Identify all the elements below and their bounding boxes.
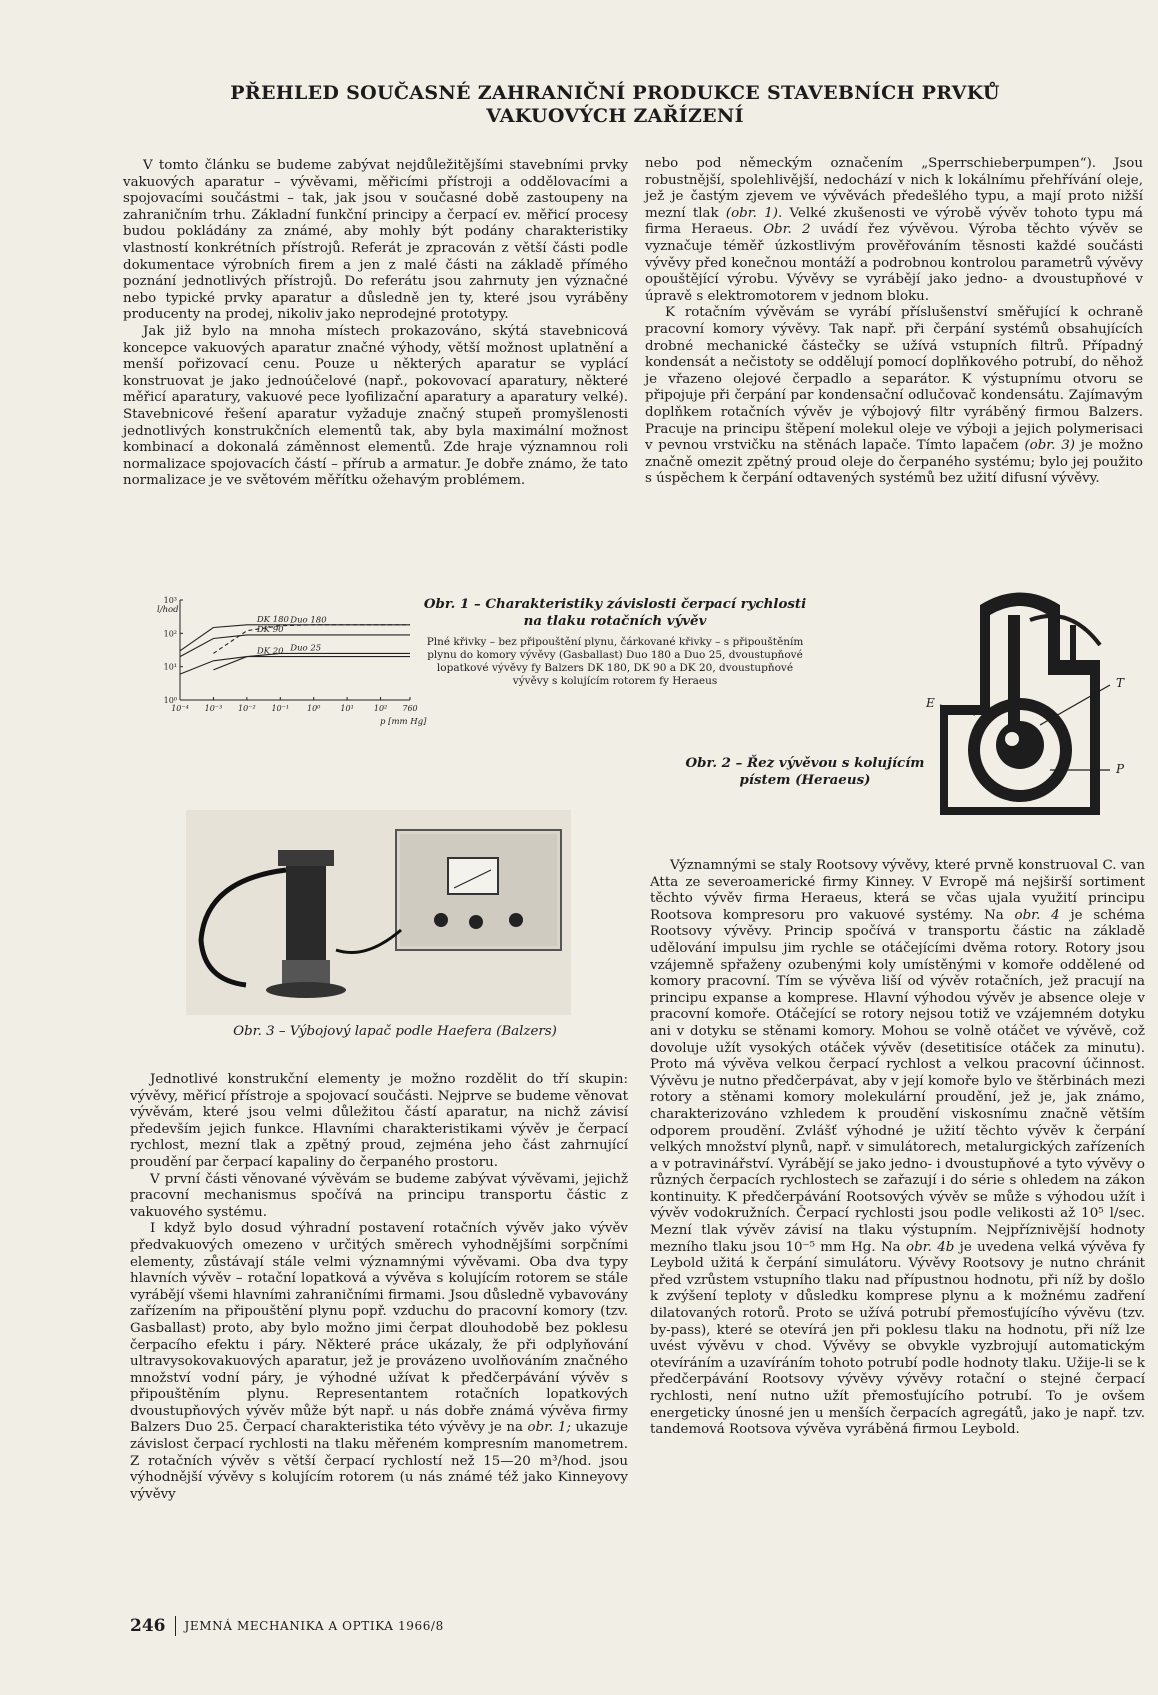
text-run: K rotačním vývěvám se vyrábí příslušenství směřující k ochraně pracovní komory vývěvy. Tak např. při čerpání systémů obsahujících drobné mechanické částečky se užívá vstupních filtrů. Případný kondensát a nečistoty se oddělují pomocí doplňkového potrubí, do něhož je vřazeno olejové čerpadlo a separátor. K výstupnímu otvoru se připojuje při čerpání par kondensační odlučovač kondensátu. Zajímavým doplňkem rotačních vývěv je výbojový filtr vyráběný firmou Balzers. Pracuje na principu štěpení molekul oleje ve výboji a jejich polymerisaci v pevnou vrstvičku na stěnách lapače. Tímto lapačem xyxy=(645,305,1143,454)
y-axis-label: l/hod xyxy=(157,605,179,615)
paragraph xyxy=(645,156,1143,305)
paragraph xyxy=(650,858,1145,1439)
page-footer xyxy=(130,1616,444,1636)
series-label: Duo 180 xyxy=(290,615,327,626)
series-label: DK 180 xyxy=(256,614,289,625)
figure-2-label-e: E xyxy=(926,696,935,710)
figure-reference: obr. 4 xyxy=(1014,907,1060,923)
figure-reference: (obr. 3) xyxy=(1024,438,1075,454)
x-tick-label: 10⁰ xyxy=(307,704,321,713)
chart-series-group xyxy=(180,615,410,674)
y-tick-label: 10² xyxy=(163,629,177,639)
paragraph: Jednotlivé konstrukční elementy je možno rozdělit do tří skupin: vývěvy, měřicí přístroje a spojovací součásti. Nejprve se budeme věnovat vývěvám, které jsou velmi důležitou částí aparatur, na nichž závisí především jejich funkce. Hlavními charakteristikami vývěv je čerpací rychlost, mezní tlak a zpětný proud, zejména jeho část zahrnující proudění par čerpací kapaliny do čerpaného prostoru. xyxy=(130,1072,628,1170)
figure-3-photo xyxy=(186,810,571,1015)
figure-1-caption-text: Plné křivky – bez připouštění plynu, čárkované křivky – s připouštěním plynu do komory vývěvy (Gasballast) Duo 180 a Duo 25, dvoustupňové lopatkové vývěvy fy Balzers DK 180, DK 90 a DK 20, dvoustupňové vývěvy s kolujícím rotorem fy Heraeus xyxy=(426,636,804,687)
text-run: I když bylo dosud výhradní postavení rotačních vývěv jako vývěv předvakuových omezeno v určitých směrech vyhodnějšími sorpčními elementy, zůstávají stále velmi významnými vývěvami. Oba dva typy hlavních vývěv – rotační lopatková a vývěva s kolujícím rotorem se stále vyrábějí všemi hlavními zahraničními firmami. Jsou důsledně vybavovány zařízením na připouštění plynu popř. vzduchu do pracovní komory (tzv. Gasballast) proto, aby bylo možno jimi čerpat dlouhodobě bez poklesu čerpacího efektu i páry. Některé práce ukázaly, že při odplyňování ultravysokovakuových aparatur, jež je provázeno uvolňováním značného množství vodní páry, je výhodné užívat k předčerpávání vývěv s připouštěním plynu. Representantem rotačních lopatkových dvoustupňových vývěv může být např. u nás dobře známá vývěva firmy Balzers Duo 25. Čerpací charakteristika této vývěvy je na xyxy=(130,1221,628,1436)
paragraph: V první části věnované vývěvám se budeme zabývat vývěvami, jejichž pracovní mechanismus spočívá na principu transportu částic z vakuového systému. xyxy=(130,1171,628,1220)
figure-2-label-t: T xyxy=(1116,676,1125,690)
paragraph: V tomto článku se budeme zabývat nejdůležitějšími stavebními prvky vakuových aparatur – vývěvami, měřicími přístroji a oddělovacími a spojovacími součástmi – tak, jak jsou v současné době zastoupeny na zahraničním trhu. Základní funkční principy a čerpací ev. měřicí procesy budou pokládány za známé, aby mohly být podány charakteristiky vlastností konkrétních přístrojů. Referát je zpracován z větší části podle dokumentace výrobních firem a jen z malé části na základě přímého poznání jednotlivých přístrojů. Do referátu jsou zahrnuty jen význačné nebo typické prvky aparatur a důsledně jen ty, které jsou vyráběny producenty na prodej, nikoliv jako neprodejné prototypy. xyxy=(123,158,628,323)
figure-reference: obr. 1; xyxy=(527,1420,571,1436)
title-line-2: VAKUOVÝCH ZAŘÍZENÍ xyxy=(486,105,744,127)
x-tick-label: 10⁻⁴ xyxy=(171,704,189,713)
figure-1-caption xyxy=(420,596,810,688)
pump-body-drawing xyxy=(940,593,1110,816)
figure-reference: (obr. 1) xyxy=(725,205,778,221)
journal-name: JEMNÁ MECHANIKA A OPTIKA 1966/8 xyxy=(184,1619,444,1633)
text-run: je schéma Rootsovy vývěvy. Princip spočívá v transportu částic na základě udělování impulsu jim rychle se otáčejícími dvěma rotory. Rotory jsou vzájemně spřaženy ozubenými koly umístěnými v komoře oddělené od komory pracovní. Tím se vývěva liší od vývěv rotačních, jež pracují na principu expanse a komprese. Hlavní výhodou vývěv je absence oleje v pracovní komoře. Otáčející se rotory nejsou totiž ve vzájemném dotyku ani v dotyku se stěnami komory. Mohou se volně otáčet ve vývěvě, což dovoluje užít vysokých otáček vývěv (desetitisíce otáček za minutu). Proto má vývěva velkou čerpací rychlost a velkou pracovní účinnost. Vývěvu je nutno předčerpávat, aby v její komoře bylo ve štěrbinách mezi rotory a stěnami komory molekulární proudění, jež je, jak známo, charakterizováno vzhledem k proudění viskosnímu značně větším odporem proudění. Zvlášť výhodné je užití těchto vývěv k čerpání velkých množství plynů, např. v simulátorech, metalurgických zařízeních a v potravinářství. Vyrábějí se jako jedno- i dvoustupňové a tyto vývěvy o různých čerpacích rychlostech se zařazují i do série s ohledem na zákon kontinuity. K předčerpávání Rootsových vývěv se může s výhodou užít i vývěv vodokružních. Čerpací rychlosti jsou podle velikosti až 10⁵ l/sec. Mezní tlak vývěv závisí na tlaku výstupním. Nejpříznivější hodnoty mezního tlaku jsou 10⁻⁵ mm Hg. Na xyxy=(650,907,1145,1255)
column-left-bottom xyxy=(130,1072,628,1503)
figure-2-caption: Obr. 2 – Řez vývěvou s kolujícím pístem (Heraeus) xyxy=(685,755,925,788)
figure-1-caption-title: Obr. 1 – Charakteristiky závislosti čerpací rychlosti na tlaku rotačních vývěv xyxy=(423,596,807,629)
figure-1-chart xyxy=(155,590,455,740)
text-run: nebo pod německým označením „Sperrschieberpumpen“). Jsou robustnější, spolehlivější, nedochází v nich k lokálnímu přehřívání oleje, jež je častým zjevem ve vývěvách předešlého typu, a mají proto nižší mezní tlak xyxy=(645,156,1143,221)
x-axis-label: p [mm Hg] xyxy=(380,717,427,727)
chart-ticks xyxy=(164,596,418,713)
chart-series-line xyxy=(213,653,410,670)
figure-3-caption: Obr. 3 – Výbojový lapač podle Haefera (Balzers) xyxy=(233,1024,557,1039)
text-run: je uvedena velká vývěva fy Leybold užitá k čerpání simulátoru. Vývěvy Rootsovy je nutno chránit před vzrůstem vstupního tlaku nad přípustnou hodnotu, při níž by došlo k zvýšení teploty v důsledku komprese plynu a k možnému zadření dilatovaných rotorů. Proto se užívá potrubí přemosťujícího vývěvu (tzv. by-pass), které se otevírá jen při poklesu tlaku na hodnotu, při níž lze uvést vývěvu v chod. Vývěvy se obvykle vyzbrojují automatickým otevíráním a uzavíráním tohoto potrubí podle hodnoty tlaku. Užije-li se k předčerpávání Rootsovy vývěvy vývěvy rotační o stejné čerpací rychlosti, není nutno užít přemosťujícího potrubí. To je ovšem energeticky únosné jen u menších čerpacích agregátů, jako je např. tzv. tandemová Rootsova vývěva vyráběná firmou Leybold. xyxy=(650,1239,1145,1438)
paragraph xyxy=(130,1221,628,1503)
x-tick-label: 10⁻² xyxy=(238,704,256,713)
figure-2-pump-cross-section xyxy=(920,585,1130,830)
series-label: Duo 25 xyxy=(290,643,322,654)
article-title xyxy=(190,82,1040,128)
chart-series-line xyxy=(180,657,410,675)
y-tick-label: 10⁰ xyxy=(163,696,177,705)
text-run: . Velké zkušenosti ve výrobě vývěv tohoto typu má firma Heraeus. xyxy=(645,205,1144,238)
text-run: ukazuje závislost čerpací rychlosti na tlaku měřeném kompresním manometrem. Z rotačních vývěv s větší čerpací rychlostí než 15—20 m³/hod. jsou výhodnější vývěvy s kolujícím rotorem (u nás známé též jako Kinneyovy vývěvy xyxy=(130,1420,628,1502)
column-right-top xyxy=(645,156,1143,488)
figure-2-label-p: P xyxy=(1116,762,1125,776)
column-right-bottom xyxy=(650,858,1145,1439)
text-run: Významnými se staly Rootsovy vývěvy, které prvně konstruoval C. van Atta ze severoamerické firmy Kinney. V Evropě má nejširší sortiment těchto vývěv firma Heraeus, která se včas ujala využití principu Rootsova kompresoru pro vakuové systémy. Na xyxy=(650,858,1145,923)
footer-divider xyxy=(175,1616,176,1636)
series-label: DK 90 xyxy=(256,624,284,635)
column-left-top xyxy=(123,158,628,490)
figure-reference: obr. 4b xyxy=(906,1239,955,1255)
figure-reference: Obr. 2 xyxy=(763,222,811,238)
x-tick-label: 10¹ xyxy=(340,704,354,713)
y-tick-label: 10¹ xyxy=(163,662,177,672)
y-tick-label: 10³ xyxy=(163,596,177,605)
page-number: 246 xyxy=(130,1616,166,1636)
series-label: DK 20 xyxy=(256,646,284,657)
x-tick-label: 10² xyxy=(373,704,388,713)
x-tick-label: 10⁻³ xyxy=(204,704,223,713)
x-tick-label: 760 xyxy=(402,704,418,713)
text-run: uvádí řez vývěvou. Výroba těchto vývěv se vyznačuje téměř úzkostlivým prověřováním těsnosti každé součásti vývěvy před konečnou montáží a podrobnou kontrolou parametrů vývěvy opouštějící výrobu. Vývěvy se vyrábějí jako jedno- a dvoustupňové v úpravě s elektromotorem v jednom bloku. xyxy=(645,222,1143,304)
paragraph: Jak již bylo na mnoha místech prokazováno, skýtá stavebnicová koncepce vakuových aparatur značné výhody, větší možnost uplatnění a menší pořizovací cenu. Pouze u některých aparatur se vyplácí konstruovat je jako jednoúčelové (např., pokovovací aparatury, některé měřicí aparatury, vakuové pece lyofilizační aparatury a aparatury velké). Stavebnicové řešení aparatur vyžaduje značný stupeň promyšlenosti jednotlivých konstrukčních elementů tak, aby byla maximální možnost kombinací a dokonalá záměnnost elementů. Zde hraje významnou roli normalizace spojovacích částí – přírub a armatur. Je dobře známo, že tato normalizace je ve světovém měřítku ožehavým problémem. xyxy=(123,323,628,489)
x-tick-label: 10⁻¹ xyxy=(271,704,290,713)
text-run: je možno značně omezit zpětný proud oleje do čerpaného systému; bylo jej použito s úspěchem k čerpání odtavených systémů bez užití difusní vývěvy. xyxy=(645,438,1144,487)
title-line-1: PŘEHLED SOUČASNÉ ZAHRANIČNÍ PRODUKCE STAVEBNÍCH PRVKŮ xyxy=(230,82,1000,104)
paragraph xyxy=(645,305,1143,488)
